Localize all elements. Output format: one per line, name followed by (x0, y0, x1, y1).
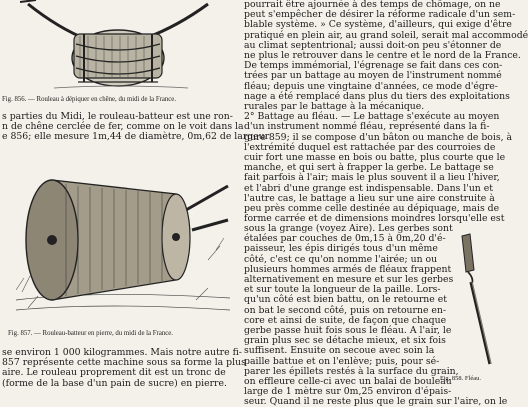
text-line: aire. Le rouleau proprement dit est un tronc de (2, 367, 226, 379)
text-line: 857 représente cette machine sous sa forme la plus (2, 357, 246, 369)
text-line: peu près comme celle destinée au dépiquage, mais de (244, 203, 500, 215)
text-line: core et ainsi de suite, de façon que chaque (244, 314, 447, 326)
text-line: fait parfois à l'air; mais le plus souvent il a lieu l'hiver, (244, 172, 500, 184)
right-paragraph-top (244, 0, 528, 225)
text-line: sous la grange (voyez Aire). Les gerbes sont (244, 223, 453, 234)
text-line: e 856; elle mesure 1m,44 de diamètre, 0m,62 de largeur (2, 131, 270, 143)
text-line: (forme de la base d'un pain de sucre) en pierre. (2, 377, 227, 389)
text-line: l'extrémité duquel est rattachée par des courroies de (244, 141, 496, 153)
text-line: pourrait être ajournée à des temps de chômage, on ne (244, 0, 501, 10)
text-line: pratiqué en plein air, au grand soleil, serait mal accommodé (244, 29, 528, 41)
text-line: et sur toute la longueur de la paille. Lors- (244, 284, 441, 296)
text-line: gure 859; il se compose d'un bâton ou manche de bois, à (244, 131, 513, 143)
right-paragraph-narrow (244, 223, 459, 398)
figure-858-illustration (456, 234, 496, 368)
figure-858-caption: Fig. 858. Fléau. (440, 375, 481, 382)
text-line: paille battue et on l'enlève; puis, pour sé- (244, 355, 440, 367)
text-line: manche, et qui sert à frapper la gerbe. Le battage se (244, 162, 494, 174)
text-line: trées par un battage au moyen de l'instrument nommé (244, 70, 502, 82)
text-line: qu'un côté est bien battu, on le retourne et (244, 294, 447, 306)
figure-857-caption: Fig. 857. — Rouleau-batteur en pierre, du midi de la France. (8, 330, 173, 337)
text-line: cuir fort une masse en bois ou batte, plus courte que le (244, 152, 506, 164)
text-line: s parties du Midi, le rouleau-batteur est une ron- (2, 111, 233, 122)
text-line: n de chêne cerclée de fer, comme on le voit dans la (2, 121, 244, 133)
text-line: ne plus le retrouver dans le centre et le nord de la France. (244, 50, 521, 62)
text-line: blable système. » Ce système, d'ailleurs, qui exige d'être (244, 19, 512, 31)
figure-856-caption: Fig. 856. — Rouleau à dépiquer en chêne, du midi de la France. (2, 96, 177, 103)
text-line: large de 1 mètre sur 0m,25 environ d'épais- (244, 386, 452, 398)
text-line: au climat septentrional; aussi doit-on peu s'étonner de (244, 39, 502, 51)
text-line: et l'abri d'une grange est indispensable. Dans l'un et (244, 182, 493, 194)
text-line: gerbe passe huit fois sous le fléau. A l'air, le (244, 325, 452, 337)
text-line: suffisent. Ensuite on secoue avec soin la (244, 345, 435, 357)
text-line: on effleure celle-ci avec un balai de bouleau (244, 376, 452, 388)
text-line: on bat le second côté, puis on retourne en- (244, 304, 447, 316)
text-line: seur. Quand il ne reste plus que le grain sur l'aire, on le (244, 396, 508, 407)
text-line: paisseur, les épis dirigés tous d'un même (244, 243, 438, 255)
text-line: fléau; depuis une vingtaine d'années, ce mode d'égre- (244, 80, 498, 92)
left-paragraph-2 (2, 347, 246, 389)
text-line: côté, c'est ce qu'on nomme l'airée; un ou (244, 253, 438, 265)
right-column (236, 0, 528, 407)
text-line: nage a été remplacé dans plus du tiers des exploitations (244, 90, 510, 102)
text-line: parer les épillets restés à la surface du grain, (244, 365, 459, 377)
text-line: 2° Battage au fléau. — Le battage s'exécute au moyen (244, 111, 500, 123)
left-paragraph-1 (2, 111, 270, 143)
text-line: peut s'empêcher de désirer la réforme radicale d'un sem- (244, 9, 516, 21)
text-line: alternativement en mesure et sur les gerbes (244, 274, 454, 286)
text-line: se environ 1 000 kilogrammes. Mais notre autre fi- (2, 347, 242, 358)
text-line: De temps immémorial, l'égrenage se fait dans ces con- (244, 60, 503, 72)
text-line: grain plus sec se détache mieux, et six fois (244, 335, 446, 347)
right-paragraph-bottom (244, 396, 508, 407)
text-line: étalées par couches de 0m,15 à 0m,20 d'é- (244, 233, 446, 245)
text-line: d'un instrument nommé fléau, représenté dans la fi- (244, 121, 490, 133)
text-line: forme carrée et de dimensions moindres lorsqu'elle est (244, 213, 505, 225)
text-line: rurales par le battage à la mécanique. (244, 101, 425, 113)
figure-857-illustration (16, 150, 230, 320)
figure-856-illustration (18, 0, 218, 92)
text-line: plusieurs hommes armés de fléaux frappent (244, 263, 452, 275)
text-line: l'autre cas, le battage a lieu sur une aire construite à (244, 192, 495, 204)
